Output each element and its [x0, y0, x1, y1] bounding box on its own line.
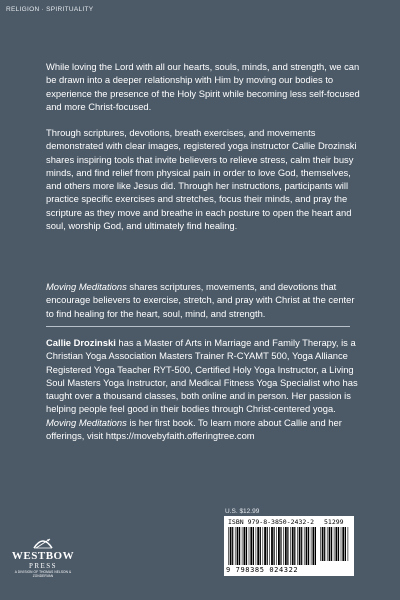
book-title: Moving Meditations [46, 281, 127, 292]
barcode-bar [341, 527, 342, 561]
barcode-bar [249, 527, 250, 565]
barcode-bar [263, 527, 264, 565]
publisher-division: A DIVISION OF THOMAS NELSON & ZONDERVAN [14, 570, 72, 578]
barcode-bar [311, 527, 312, 565]
barcode-bar [287, 527, 288, 565]
barcode-bar [242, 527, 243, 565]
barcode-bar [237, 527, 239, 565]
barcode-bar [334, 527, 335, 561]
barcode-bar [301, 527, 302, 565]
barcode-bar [320, 527, 321, 561]
barcode-bar [257, 527, 259, 565]
body-paragraph [46, 126, 364, 232]
barcode-bar [297, 527, 298, 565]
publisher-press: PRESS [28, 562, 58, 570]
barcode-bar [267, 527, 268, 565]
category-label: RELIGION · SPIRITUALITY [6, 6, 94, 13]
barcode-bar [280, 527, 281, 565]
barcode-bar [256, 527, 257, 565]
author-book-title: Moving Meditations [46, 416, 127, 428]
closing-text: shares scriptures, movements, and devotions that encourage believers to exercise, stretch, and pray with Christ at the center to find healing for the heart, soul, mind, and strength. [46, 281, 355, 319]
barcode-bar [315, 527, 316, 565]
barcode [224, 516, 354, 576]
barcode-bar [342, 527, 344, 561]
barcode-bar [271, 527, 273, 565]
barcode-bar [313, 527, 315, 565]
barcode-bar [285, 527, 287, 565]
barcode-bar [329, 527, 331, 561]
barcode-bar [276, 527, 277, 565]
barcode-digits: 9 798385 024322 [226, 566, 299, 574]
intro-text: While loving the Lord with all our hearts, souls, minds, and strength, we can be drawn into a deeper relationship with Him by moving our bodies to experience the presence of the Holy Spirit while becoming less self-focused and more Christ-focused. [46, 61, 360, 112]
barcode-bar [230, 527, 232, 565]
barcode-bar [294, 527, 295, 565]
barcode-bar [306, 527, 308, 565]
barcode-bar [331, 527, 332, 561]
barcode-addon-bars [320, 527, 350, 561]
barcode-bar [264, 527, 266, 565]
barcode-addon-number: 51299 [324, 518, 344, 526]
author-bio [46, 336, 364, 442]
barcode-bar [260, 527, 261, 565]
intro-paragraph [46, 60, 364, 113]
barcode-bar [322, 527, 324, 561]
barcode-bar [304, 527, 305, 565]
closing-paragraph [46, 280, 364, 320]
isbn-text: ISBN 979-8-3850-2432-2 [228, 518, 315, 526]
price-label: U.S. $12.99 [225, 508, 260, 515]
westbow-emblem-icon [32, 536, 54, 550]
barcode-bar [239, 527, 240, 565]
barcode-bar [324, 527, 325, 561]
barcode-bar [246, 527, 247, 565]
barcode-bar [274, 527, 275, 565]
barcode-bar [283, 527, 284, 565]
barcode-bar [308, 527, 309, 565]
author-name: Callie Drozinski [46, 337, 116, 348]
barcode-bar [278, 527, 280, 565]
barcode-bar [253, 527, 254, 565]
body-text: Through scriptures, devotions, breath exercises, and movements demonstrated with clear images, registered yoga instructor Callie Drozinski shares inspiring tools that invite believers to relieve stress, calm their busy minds, and find relief from physical pain in order to love God, themselves, and others more like Jesus did. Through her instructions, participants will practice specific exercises and stretches, focus their minds, and pray the scripture as they move and breathe in each posture to open the heart and soul, worship God, and ultimately find healing. [46, 127, 357, 232]
barcode-bar [250, 527, 252, 565]
barcode-bar [345, 527, 346, 561]
author-bio-text-2: is her first book. To learn more about Callie and her offerings, visit https://movebyfaith.offeringtree.com [46, 416, 342, 442]
barcode-bar [348, 527, 349, 561]
publisher-name: WESTBOW [11, 550, 75, 562]
barcode-bar [244, 527, 246, 565]
barcode-bar [299, 527, 301, 565]
barcode-bar [228, 527, 229, 565]
barcode-bar [235, 527, 236, 565]
barcode-bar [269, 527, 270, 565]
barcode-bar [292, 527, 294, 565]
barcode-bar [338, 527, 339, 561]
author-bio-text: has a Master of Arts in Marriage and Family Therapy, is a Christian Yoga Association Masters Trainer R-CYAMT 500, Yoga Alliance Registered Yoga Teacher RYT-500, Certified Holy Yoga Instructor, a Living Soul Masters Yoga Instructor, and Medical Fitness Yoga Specialist who has taught over a thousand classes, both online and in person. Her passion is helping people feel good in their bodies through Christ-centered yoga. [46, 337, 358, 415]
publisher-logo [8, 536, 78, 578]
barcode-bar [327, 527, 328, 561]
barcode-bar [336, 527, 338, 561]
barcode-main-bars [228, 527, 316, 565]
section-divider [46, 326, 350, 327]
barcode-bar [232, 527, 233, 565]
barcode-bar [290, 527, 291, 565]
